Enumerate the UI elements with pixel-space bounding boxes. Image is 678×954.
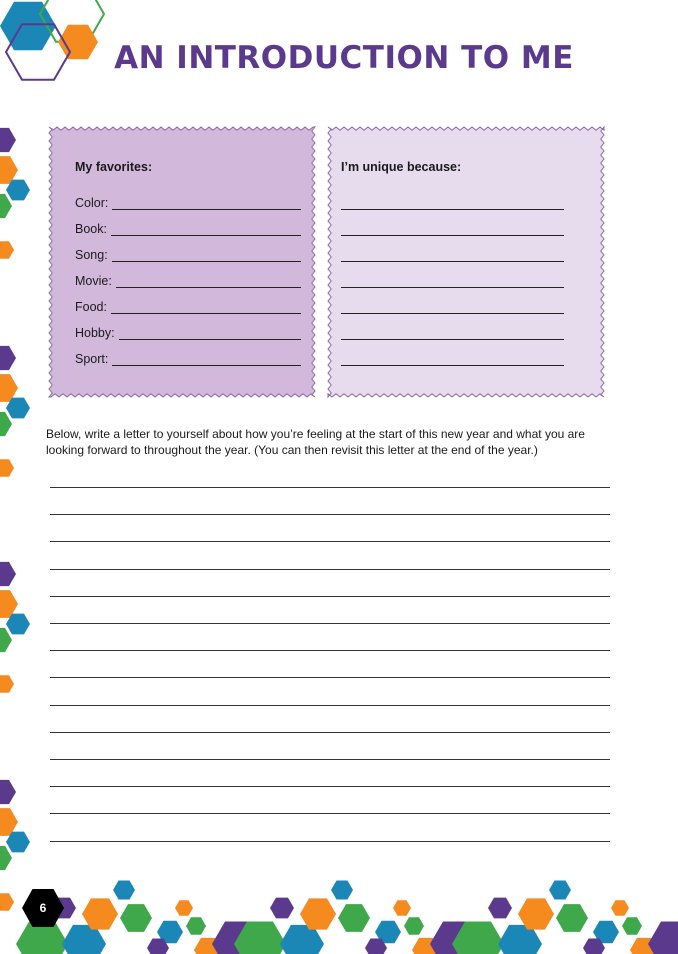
letter-line[interactable] (50, 786, 610, 787)
favorite-row (75, 262, 301, 288)
decorative-hexagon (0, 675, 14, 692)
decorative-hexagon (0, 780, 16, 804)
decorative-hexagon (120, 904, 152, 932)
favorite-label: Book: (75, 222, 107, 236)
letter-line[interactable] (50, 705, 610, 706)
decorative-hexagon (0, 128, 16, 152)
letter-line[interactable] (50, 841, 610, 842)
favorite-label: Hobby: (75, 326, 115, 340)
favorite-label: Color: (75, 196, 109, 210)
letter-line[interactable] (50, 514, 610, 515)
unique-answer-line[interactable] (341, 262, 564, 288)
decorative-hexagon (0, 846, 12, 870)
unique-answer-line[interactable] (341, 236, 564, 262)
decorative-hexagon (0, 628, 12, 652)
decorative-hexagon (338, 904, 370, 932)
decorative-hexagon (549, 881, 571, 900)
favorite-row (75, 340, 301, 366)
unique-heading: I’m unique because: (341, 160, 462, 174)
letter-line[interactable] (50, 677, 610, 678)
letter-line[interactable] (50, 623, 610, 624)
favorite-row (75, 184, 301, 210)
favorite-label: Sport: (75, 352, 109, 366)
favorite-label: Song: (75, 248, 108, 262)
favorite-row (75, 210, 301, 236)
favorite-label: Movie: (75, 274, 112, 288)
decorative-hexagon (331, 881, 353, 900)
decorative-hexagon (0, 562, 16, 586)
unique-answer-line[interactable] (341, 210, 564, 236)
decorative-hexagon (648, 922, 678, 954)
decorative-hexagon (622, 917, 642, 934)
unique-panel (341, 160, 564, 366)
letter-line[interactable] (50, 732, 610, 733)
page-number: 6 (39, 901, 47, 915)
favorites-heading: My favorites: (75, 160, 153, 174)
decorative-hexagon (0, 346, 16, 370)
favorite-answer-line[interactable] (111, 299, 301, 314)
decorative-hexagon (393, 900, 411, 916)
favorite-label: Food: (75, 300, 107, 314)
favorite-answer-line[interactable] (112, 195, 301, 210)
letter-line[interactable] (50, 487, 610, 488)
decorative-hexagon (0, 893, 14, 910)
favorite-answer-line[interactable] (119, 325, 301, 340)
unique-lines (341, 184, 564, 366)
letter-instructions: Below, write a letter to yourself about how you’re feeling at the start of this new year and what you are looking forward to throughout the year. (You can then revisit this letter at the end of the year.) (46, 427, 585, 457)
decorative-hexagon (0, 412, 12, 436)
unique-answer-line[interactable] (341, 288, 564, 314)
unique-answer-line[interactable] (341, 340, 564, 366)
decorative-hexagon (175, 900, 193, 916)
favorite-row (75, 288, 301, 314)
letter-line[interactable] (50, 759, 610, 760)
decorative-hexagon (113, 881, 135, 900)
letter-line[interactable] (50, 541, 610, 542)
letter-line[interactable] (50, 650, 610, 651)
letter-line[interactable] (50, 596, 610, 597)
favorite-row (75, 314, 301, 340)
decorative-hexagon (186, 917, 206, 934)
favorite-answer-line[interactable] (116, 273, 301, 288)
unique-answer-line[interactable] (341, 184, 564, 210)
decorative-hexagon (556, 904, 588, 932)
favorite-answer-line[interactable] (111, 221, 301, 236)
decorative-hexagon (611, 900, 629, 916)
letter-line[interactable] (50, 813, 610, 814)
decorative-hexagon (270, 898, 294, 919)
favorite-row (75, 236, 301, 262)
page-title: AN INTRODUCTION TO ME (114, 40, 574, 76)
letter-line[interactable] (50, 569, 610, 570)
unique-answer-line[interactable] (341, 314, 564, 340)
decorative-hexagon (404, 917, 424, 934)
decorative-hexagon (0, 194, 12, 218)
decorative-hexagon (488, 898, 512, 919)
decorative-hexagon (0, 241, 14, 258)
favorites-list (75, 184, 301, 366)
favorites-panel (75, 160, 301, 366)
decorative-hexagon (0, 459, 14, 476)
favorite-answer-line[interactable] (112, 351, 301, 366)
favorite-answer-line[interactable] (112, 247, 301, 262)
